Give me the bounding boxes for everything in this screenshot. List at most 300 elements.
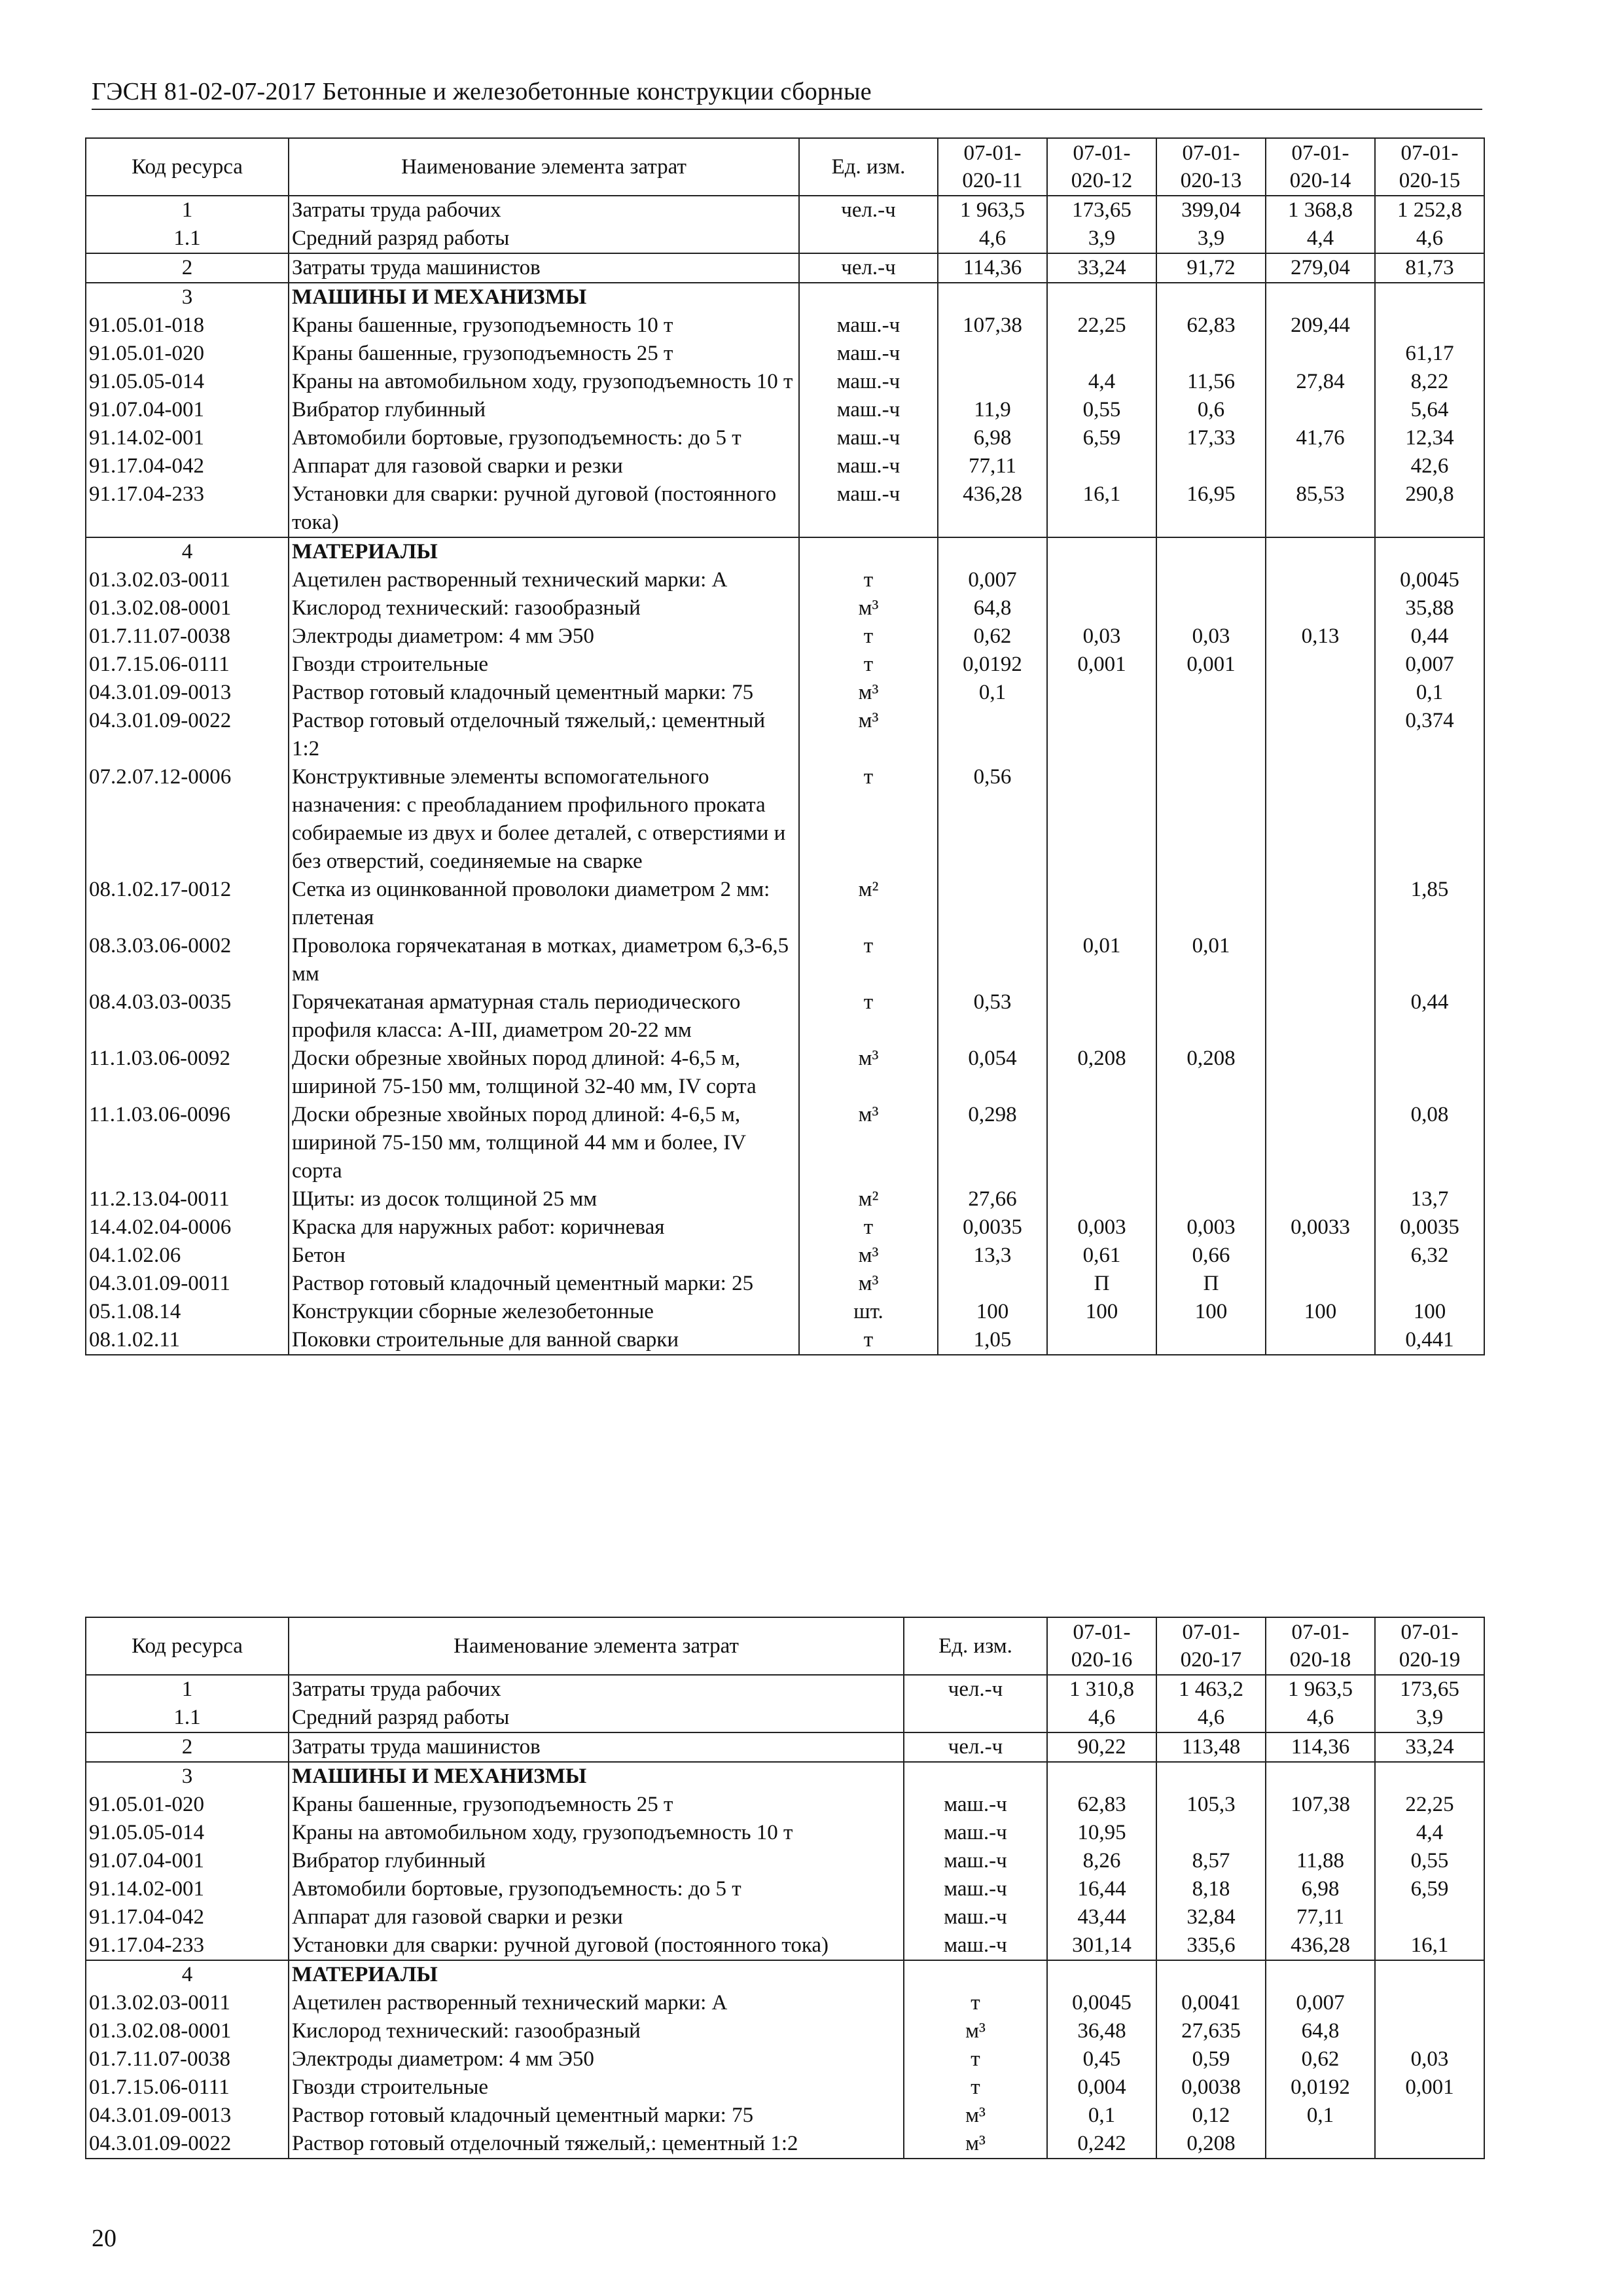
norm-value: 0,62 <box>1266 2045 1375 2073</box>
norm-value: 0,004 <box>1047 2073 1156 2102</box>
norm-value: 90,22 <box>1047 1732 1156 1762</box>
col-header-unit: Ед. изм. <box>799 138 938 196</box>
norm-value <box>1156 1101 1266 1185</box>
cost-element-name: Сетка из оцинкованной проволоки диаметром 2 мм: плетеная <box>289 876 799 932</box>
norm-value: 0,0041 <box>1156 1989 1266 2017</box>
resource-code: 91.14.02-001 <box>86 1875 289 1903</box>
norm-value <box>938 932 1047 988</box>
norm-value: 16,1 <box>1047 480 1156 537</box>
cost-element-name: Установки для сварки: ручной дуговой (постоянного тока) <box>289 480 799 537</box>
norm-value <box>1375 1045 1484 1101</box>
norm-value: 114,36 <box>1266 1732 1375 1762</box>
cost-element-name: Кислород технический: газообразный <box>289 2017 904 2045</box>
table-row <box>86 707 1484 763</box>
norm-value <box>1266 876 1375 932</box>
table-row <box>86 224 1484 253</box>
table-row <box>86 368 1484 396</box>
norm-value: 27,66 <box>938 1185 1047 1213</box>
norm-value: 0,44 <box>1375 622 1484 651</box>
norm-value: 0,001 <box>1156 651 1266 679</box>
unit-of-measure: т <box>863 624 874 648</box>
resource-code: 91.05.01-018 <box>86 312 289 340</box>
unit-of-measure: м³ <box>858 709 879 732</box>
norm-value: 33,24 <box>1047 253 1156 283</box>
resource-code: 2 <box>86 1732 289 1762</box>
norm-value <box>1156 1326 1266 1355</box>
resource-code: 4 <box>86 537 289 566</box>
cost-element-name: Аппарат для газовой сварки и резки <box>289 1903 904 1931</box>
norm-value: 81,73 <box>1375 253 1484 283</box>
norm-value: 0,56 <box>938 763 1047 876</box>
norm-value: 173,65 <box>1375 1675 1484 1704</box>
norm-value <box>1156 763 1266 876</box>
table-row <box>86 1875 1484 1903</box>
norm-value <box>1266 1819 1375 1847</box>
unit-of-measure: чел.-ч <box>904 1675 1047 1704</box>
norm-value: 0,374 <box>1375 707 1484 763</box>
unit-of-measure: шт. <box>853 1300 883 1323</box>
norm-value: 0,001 <box>1047 651 1156 679</box>
resource-code: 08.3.03.06-0002 <box>86 932 289 988</box>
unit-of-measure: чел.-ч <box>799 196 938 224</box>
norm-value <box>1266 988 1375 1045</box>
norm-value: 42,6 <box>1375 452 1484 480</box>
table-row <box>86 1903 1484 1931</box>
norm-value: 11,56 <box>1156 368 1266 396</box>
resource-table-1 <box>85 137 1485 1355</box>
resource-code: 14.4.02.04-0006 <box>86 1213 289 1242</box>
resource-code: 01.3.02.03-0011 <box>86 1989 289 2017</box>
norm-value <box>1047 1185 1156 1213</box>
unit-of-measure <box>904 1762 1047 1791</box>
norm-value <box>1266 1101 1375 1185</box>
cost-element-name: Гвозди строительные <box>289 2073 904 2102</box>
col-header-norm-code: 07-01- 020-15 <box>1375 138 1484 196</box>
cost-element-name: Автомобили бортовые, грузоподъемность: до 5 т <box>289 424 799 452</box>
norm-value <box>1266 1185 1375 1213</box>
unit-of-measure: т <box>863 1215 874 1239</box>
norm-value: 4,4 <box>1266 224 1375 253</box>
norm-value <box>1047 452 1156 480</box>
table-row <box>86 651 1484 679</box>
table-row <box>86 1960 1484 1989</box>
cost-element-name: Бетон <box>289 1242 799 1270</box>
table-row <box>86 594 1484 622</box>
resource-code: 91.07.04-001 <box>86 396 289 424</box>
resource-code: 3 <box>86 283 289 312</box>
norm-value <box>1156 1762 1266 1791</box>
norm-value <box>1266 452 1375 480</box>
norm-value: 0,66 <box>1156 1242 1266 1270</box>
norm-value: 4,4 <box>1047 368 1156 396</box>
norm-value: 6,98 <box>1266 1875 1375 1903</box>
resource-code: 04.3.01.09-0013 <box>86 679 289 707</box>
resource-code: 05.1.08.14 <box>86 1298 289 1326</box>
cost-element-name: Кислород технический: газообразный <box>289 594 799 622</box>
norm-value <box>938 876 1047 932</box>
norm-value: 0,0035 <box>938 1213 1047 1242</box>
table-row <box>86 1326 1484 1355</box>
col-header-name: Наименование элемента затрат <box>289 138 799 196</box>
norm-value: 85,53 <box>1266 480 1375 537</box>
cost-element-name: Затраты труда машинистов <box>289 253 799 283</box>
resource-code: 11.2.13.04-0011 <box>86 1185 289 1213</box>
resource-code: 91.17.04-233 <box>86 480 289 537</box>
unit-of-measure: маш.-ч <box>836 482 901 506</box>
norm-value <box>1156 340 1266 368</box>
norm-value: 0,1 <box>938 679 1047 707</box>
norm-value <box>1047 679 1156 707</box>
norm-value: 36,48 <box>1047 2017 1156 2045</box>
norm-value: 0,44 <box>1375 988 1484 1045</box>
table-row <box>86 312 1484 340</box>
resource-code: 11.1.03.06-0096 <box>86 1101 289 1185</box>
norm-value <box>1156 537 1266 566</box>
norm-value: 100 <box>938 1298 1047 1326</box>
table-header-row <box>86 138 1484 196</box>
resource-code: 01.7.11.07-0038 <box>86 622 289 651</box>
table-body <box>86 196 1484 1355</box>
resource-code: 91.05.05-014 <box>86 368 289 396</box>
norm-value: 4,4 <box>1375 1819 1484 1847</box>
norm-value: 0,003 <box>1047 1213 1156 1242</box>
col-header-norm-code: 07-01- 020-14 <box>1266 138 1375 196</box>
norm-value: 4,6 <box>1156 1704 1266 1732</box>
col-header-unit: Ед. изм. <box>904 1617 1047 1675</box>
norm-value: 1,05 <box>938 1326 1047 1355</box>
resource-code: 04.1.02.06 <box>86 1242 289 1270</box>
resource-code: 01.7.15.06-0111 <box>86 651 289 679</box>
norm-value <box>1266 396 1375 424</box>
unit-of-measure: м³ <box>858 596 879 620</box>
table-row <box>86 2073 1484 2102</box>
norm-value: 0,61 <box>1047 1242 1156 1270</box>
cost-element-name: Проволока горячекатаная в мотках, диаметром 6,3-6,5 мм <box>289 932 799 988</box>
table-row <box>86 2017 1484 2045</box>
norm-value: 11,9 <box>938 396 1047 424</box>
resource-code: 04.3.01.09-0013 <box>86 2102 289 2130</box>
unit-of-measure: т <box>863 990 874 1014</box>
norm-value <box>1156 1819 1266 1847</box>
unit-of-measure: т <box>971 1991 980 2015</box>
norm-value: 62,83 <box>1047 1791 1156 1819</box>
norm-value <box>1266 566 1375 594</box>
norm-value: 0,12 <box>1156 2102 1266 2130</box>
norm-value <box>1375 1960 1484 1989</box>
cost-element-name: Краны башенные, грузоподъемность 25 т <box>289 1791 904 1819</box>
norm-value: 8,22 <box>1375 368 1484 396</box>
norm-value <box>1375 1903 1484 1931</box>
resource-code: 1.1 <box>86 1704 289 1732</box>
unit-of-measure: т <box>971 2047 980 2071</box>
unit-of-measure: маш.-ч <box>836 342 901 365</box>
unit-of-measure: м³ <box>904 2130 1047 2159</box>
col-header-name: Наименование элемента затрат <box>289 1617 904 1675</box>
norm-value: 1 368,8 <box>1266 196 1375 224</box>
col-header-norm-code: 07-01- 020-16 <box>1047 1617 1156 1675</box>
cost-element-name: Вибратор глубинный <box>289 396 799 424</box>
table-row <box>86 1819 1484 1847</box>
norm-value: 0,0045 <box>1375 566 1484 594</box>
cost-element-name: Щиты: из досок толщиной 25 мм <box>289 1185 799 1213</box>
norm-value: 1 310,8 <box>1047 1675 1156 1704</box>
cost-element-name: Краны башенные, грузоподъемность 25 т <box>289 340 799 368</box>
norm-value <box>1375 283 1484 312</box>
table-row <box>86 2102 1484 2130</box>
cost-element-name: Краны на автомобильном ходу, грузоподъемность 10 т <box>289 1819 904 1847</box>
norm-value: 11,88 <box>1266 1847 1375 1875</box>
norm-value: 16,44 <box>1047 1875 1156 1903</box>
norm-value: 6,59 <box>1375 1875 1484 1903</box>
table-row <box>86 763 1484 876</box>
resource-code: 1.1 <box>86 224 289 253</box>
resource-code: 04.3.01.09-0022 <box>86 707 289 763</box>
resource-code: 91.05.01-020 <box>86 340 289 368</box>
norm-value: 35,88 <box>1375 594 1484 622</box>
norm-value: 27,635 <box>1156 2017 1266 2045</box>
norm-value <box>1047 763 1156 876</box>
norm-value: 0,007 <box>1266 1989 1375 2017</box>
norm-value: 0,08 <box>1375 1101 1484 1185</box>
norm-value: 0,01 <box>1047 932 1156 988</box>
norm-value <box>1047 1762 1156 1791</box>
table-row <box>86 1847 1484 1875</box>
cost-element-name: Ацетилен растворенный технический марки: А <box>289 1989 904 2017</box>
unit-of-measure: т <box>863 765 874 789</box>
norm-value: 113,48 <box>1156 1732 1266 1762</box>
norm-value: 0,1 <box>1266 2102 1375 2130</box>
norm-value: 0,1 <box>1047 2102 1156 2130</box>
norm-value <box>1047 988 1156 1045</box>
norm-value: 3,9 <box>1375 1704 1484 1732</box>
norm-value: 16,1 <box>1375 1931 1484 1960</box>
norm-value: 4,6 <box>1375 224 1484 253</box>
norm-value: 0,208 <box>1047 1045 1156 1101</box>
resource-code: 01.3.02.08-0001 <box>86 594 289 622</box>
table-row <box>86 340 1484 368</box>
col-header-norm-code: 07-01- 020-13 <box>1156 138 1266 196</box>
norm-value: 4,6 <box>938 224 1047 253</box>
norm-value <box>1375 2130 1484 2159</box>
norm-value <box>1266 707 1375 763</box>
norm-value: 17,33 <box>1156 424 1266 452</box>
norm-value: 6,98 <box>938 424 1047 452</box>
norm-value: 0,59 <box>1156 2045 1266 2073</box>
cost-element-name: Поковки строительные для ванной сварки <box>289 1326 799 1355</box>
norm-value: 1 963,5 <box>1266 1675 1375 1704</box>
norm-value: 1 252,8 <box>1375 196 1484 224</box>
norm-value <box>1266 932 1375 988</box>
cost-element-name: МАТЕРИАЛЫ <box>289 537 799 566</box>
norm-value: 13,3 <box>938 1242 1047 1270</box>
resource-code: 91.05.05-014 <box>86 1819 289 1847</box>
unit-of-measure: маш.-ч <box>836 314 901 337</box>
norm-value: 0,208 <box>1156 2130 1266 2159</box>
resource-code: 91.17.04-233 <box>86 1931 289 1960</box>
resource-code: 3 <box>86 1762 289 1791</box>
resource-code: 2 <box>86 253 289 283</box>
cost-element-name: МАШИНЫ И МЕХАНИЗМЫ <box>289 283 799 312</box>
unit-of-measure: м³ <box>858 1244 879 1267</box>
norm-value <box>938 283 1047 312</box>
norm-value: 0,53 <box>938 988 1047 1045</box>
norm-value: 4,6 <box>1047 1704 1156 1732</box>
unit-of-measure <box>799 283 938 312</box>
cost-element-name: Горячекатаная арматурная сталь периодического профиля класса: А-III, диаметром 20-22 мм <box>289 988 799 1045</box>
cost-element-name: Автомобили бортовые, грузоподъемность: до 5 т <box>289 1875 904 1903</box>
norm-value <box>1266 340 1375 368</box>
norm-value <box>1266 651 1375 679</box>
norm-value <box>1047 707 1156 763</box>
unit-of-measure <box>904 1704 1047 1732</box>
norm-value: 436,28 <box>938 480 1047 537</box>
norm-value: 1 463,2 <box>1156 1675 1266 1704</box>
norm-value <box>1156 452 1266 480</box>
table-row <box>86 1762 1484 1791</box>
norm-value: 8,26 <box>1047 1847 1156 1875</box>
cost-element-name: Конструктивные элементы вспомогательного назначения: с преобладанием профильного проката собираемые из двух и более деталей, с отверстиями и без отверстий, соединяемые на сварке <box>289 763 799 876</box>
norm-value: 0,03 <box>1375 2045 1484 2073</box>
unit-of-measure: м³ <box>858 681 879 704</box>
norm-value: 91,72 <box>1156 253 1266 283</box>
col-header-norm-code: 07-01- 020-18 <box>1266 1617 1375 1675</box>
table-row <box>86 988 1484 1045</box>
table-row <box>86 1185 1484 1213</box>
norm-value <box>1266 1326 1375 1355</box>
unit-of-measure: м² <box>858 1187 879 1211</box>
norm-value: 399,04 <box>1156 196 1266 224</box>
norm-value <box>1047 1101 1156 1185</box>
norm-value <box>1266 594 1375 622</box>
resource-code: 07.2.07.12-0006 <box>86 763 289 876</box>
norm-value: 3,9 <box>1047 224 1156 253</box>
norm-value <box>1375 2017 1484 2045</box>
cost-element-name: МАТЕРИАЛЫ <box>289 1960 904 1989</box>
cost-element-name: Вибратор глубинный <box>289 1847 904 1875</box>
unit-of-measure: м³ <box>858 1272 879 1295</box>
table-row <box>86 1675 1484 1704</box>
resource-code: 91.05.01-020 <box>86 1791 289 1819</box>
table-row <box>86 396 1484 424</box>
table-row <box>86 1791 1484 1819</box>
resource-code: 01.7.11.07-0038 <box>86 2045 289 2073</box>
norm-value: 0,62 <box>938 622 1047 651</box>
cost-element-name: Средний разряд работы <box>289 1704 904 1732</box>
norm-value: 0,6 <box>1156 396 1266 424</box>
norm-value: 6,59 <box>1047 424 1156 452</box>
norm-value <box>1266 679 1375 707</box>
resource-code: 01.3.02.03-0011 <box>86 566 289 594</box>
norm-value <box>1266 763 1375 876</box>
cost-element-name: Доски обрезные хвойных пород длиной: 4-6,5 м, шириной 75-150 мм, толщиной 32-40 мм, IV сорта <box>289 1045 799 1101</box>
unit-of-measure <box>904 1960 1047 1989</box>
table-body <box>86 1675 1484 2159</box>
table-row <box>86 452 1484 480</box>
norm-value: 1,85 <box>1375 876 1484 932</box>
col-header-norm-code: 07-01- 020-11 <box>938 138 1047 196</box>
norm-value: 64,8 <box>1266 2017 1375 2045</box>
header-divider <box>92 109 1482 110</box>
norm-value <box>938 537 1047 566</box>
cost-element-name: Электроды диаметром: 4 мм Э50 <box>289 2045 904 2073</box>
table-row <box>86 876 1484 932</box>
table-header-row <box>86 1617 1484 1675</box>
unit-of-measure: м³ <box>858 1047 879 1070</box>
norm-value: 8,57 <box>1156 1847 1266 1875</box>
unit-of-measure: маш.-ч <box>944 1821 1007 1844</box>
cost-element-name: Гвозди строительные <box>289 651 799 679</box>
norm-value: 100 <box>1266 1298 1375 1326</box>
norm-value: 0,298 <box>938 1101 1047 1185</box>
table-row <box>86 1732 1484 1762</box>
unit-of-measure: маш.-ч <box>836 454 901 478</box>
norm-value: 6,32 <box>1375 1242 1484 1270</box>
table-row <box>86 1101 1484 1185</box>
table-row <box>86 537 1484 566</box>
norm-value: 32,84 <box>1156 1903 1266 1931</box>
table-row <box>86 424 1484 452</box>
resource-code: 04.3.01.09-0011 <box>86 1270 289 1298</box>
resource-table-2 <box>85 1617 1485 2159</box>
norm-value: 12,34 <box>1375 424 1484 452</box>
norm-value <box>1156 1185 1266 1213</box>
norm-value: 0,001 <box>1375 2073 1484 2102</box>
norm-value: 290,8 <box>1375 480 1484 537</box>
resource-code: 08.1.02.11 <box>86 1326 289 1355</box>
norm-value: 0,0192 <box>1266 2073 1375 2102</box>
col-header-norm-code: 07-01- 020-19 <box>1375 1617 1484 1675</box>
norm-value: 0,03 <box>1047 622 1156 651</box>
norm-value: 209,44 <box>1266 312 1375 340</box>
norm-value: 62,83 <box>1156 312 1266 340</box>
table-row <box>86 1298 1484 1326</box>
norm-value <box>1047 537 1156 566</box>
unit-of-measure: маш.-ч <box>836 398 901 422</box>
norm-value <box>1156 566 1266 594</box>
unit-of-measure: чел.-ч <box>904 1732 1047 1762</box>
unit-of-measure: т <box>799 1326 938 1355</box>
norm-value: 27,84 <box>1266 368 1375 396</box>
norm-value: 173,65 <box>1047 196 1156 224</box>
unit-of-measure: чел.-ч <box>799 253 938 283</box>
norm-value: 8,18 <box>1156 1875 1266 1903</box>
resource-code: 01.3.02.08-0001 <box>86 2017 289 2045</box>
resource-code: 08.1.02.17-0012 <box>86 876 289 932</box>
resource-code: 11.1.03.06-0092 <box>86 1045 289 1101</box>
resource-code: 91.17.04-042 <box>86 452 289 480</box>
table-row <box>86 566 1484 594</box>
table-row <box>86 1704 1484 1732</box>
resource-code: 01.7.15.06-0111 <box>86 2073 289 2102</box>
norm-value: 0,0035 <box>1375 1213 1484 1242</box>
cost-element-name: Затраты труда рабочих <box>289 196 799 224</box>
cost-element-name: Установки для сварки: ручной дуговой (постоянного тока) <box>289 1931 904 1960</box>
norm-value: 43,44 <box>1047 1903 1156 1931</box>
norm-value: 100 <box>1156 1298 1266 1326</box>
col-header-code: Код ресурса <box>86 1617 289 1675</box>
table-row <box>86 480 1484 537</box>
unit-of-measure: маш.-ч <box>944 1849 1007 1873</box>
unit-of-measure: маш.-ч <box>836 426 901 450</box>
norm-value <box>1266 1045 1375 1101</box>
norm-value <box>1156 679 1266 707</box>
resource-code: 4 <box>86 1960 289 1989</box>
norm-value <box>938 707 1047 763</box>
cost-element-name: Раствор готовый кладочный цементный марки: 75 <box>289 679 799 707</box>
norm-value: 4,6 <box>1266 1704 1375 1732</box>
norm-value <box>1375 1762 1484 1791</box>
norm-value: 22,25 <box>1047 312 1156 340</box>
